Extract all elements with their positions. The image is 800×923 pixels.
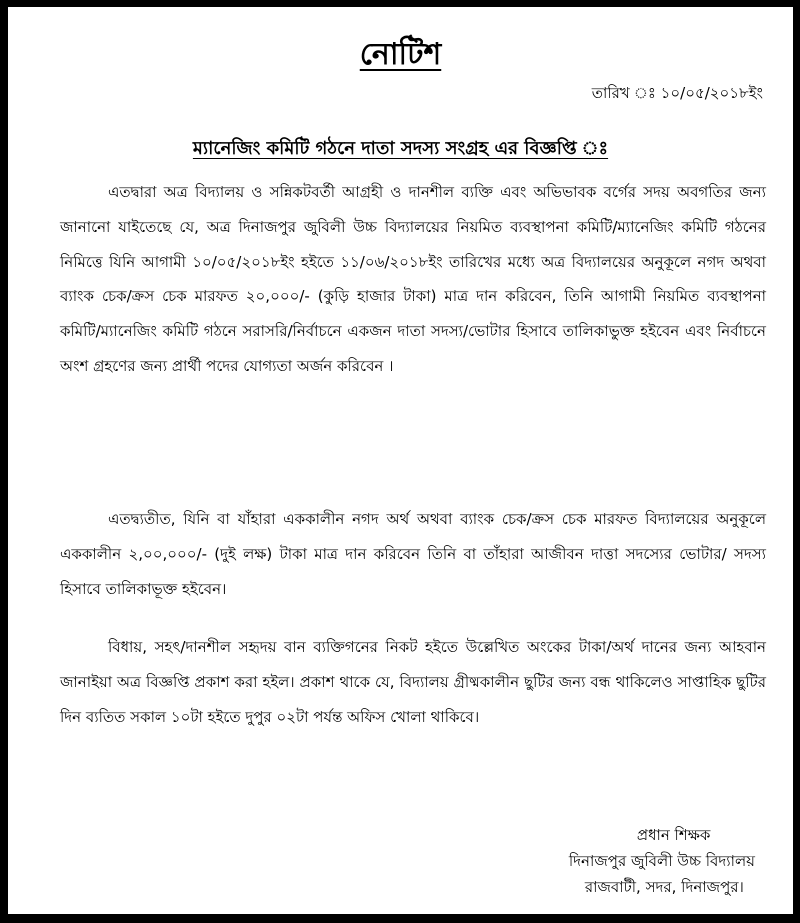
notice-date: তারিখ ঃ ১০/০৫/২০১৮ইং xyxy=(591,84,763,102)
notice-paragraph-2: এতদ্ব্যতীত, যিনি বা যাঁহারা এককালীন নগদ অর্থ অথবা ব্যাংক চেক/ক্রস চেক মারফত বিদ্যালয়ের অনুকূলে এককালীন ২,০০,০০০/- (দুই লক্ষ) টাকা মাত্র দান করিবেন তিনি বা তাঁহারা আজীবন দাত্তা সদস্যের ভোটার/ সদস্য হিসাবে তালিকাভূক্ত হইবেন। xyxy=(60,510,766,598)
notice-paragraph-3: বিধায়, সহৎ/দানশীল সহৃদয় বান ব্যক্তিগনের নিকট হইতে উল্লেখিত অংকের টাকা/অর্থ দানের জন্য আহবান জানাইয়া অত্র বিজ্ঞপ্তি প্রকাশ করা হইল। প্রকাশ থাকে যে, বিদ্যালয় গ্রীষ্মকালীন ছুটির জন্য বন্ধ থাকিলেও সাপ্তাহিক ছুটির দিন ব্যতিত সকাল ১০টা হইতে দুপুর ০২টা পর্যন্ত অফিস খোলা থাকিবে। xyxy=(60,638,766,726)
signature-institution: দিনাজপুর জুবিলী উচ্চ বিদ্যালয় xyxy=(568,852,755,870)
notice-title-container xyxy=(8,37,793,73)
signature-address: রাজবাটী, সদর, দিনাজপুর। xyxy=(584,878,744,896)
notice-subject-container xyxy=(8,136,793,162)
signature-block xyxy=(569,822,755,900)
notice-paragraph-1: এতদ্বারা অত্র বিদ্যালয় ও সন্নিকটবর্তী আগ্রহী ও দানশীল ব্যক্তি এবং অভিভাবক বর্গের সদয় অবগতির জন্য জানানো যাইতেছে যে, অত্র দিনাজপুর জুবিলী উচ্চ বিদ্যালয়ের নিয়মিত ব্যবস্থাপনা কমিটি/ম্যানেজিং কমিটি গঠনের নিমিত্তে যিনি আগামী ১০/০৫/২০১৮ইং হইতে ১১/০৬/২০১৮ইং তারিখের মধ্যে অত্র বিদ্যালয়ের অনুকূলে নগদ অথবা ব্যাংক চেক/ক্রস চেক মারফত ২০,০০০/- (কুড়ি হাজার টাকা) মাত্র দান করিবেন, তিনি আগামী নিয়মিত ব্যবস্থাপনা কমিটি/ম্যানেজিং কমিটি গঠনে সরাসরি/নির্বাচনে একজন দাতা সদস্য/ভোটার হিসাবে তালিকাভুক্ত হইবেন এবং নির্বাচনে অংশ গ্রহণের জন্য প্রার্থী পদের যোগ্যতা অর্জন করিবেন । xyxy=(60,183,766,375)
notice-subject: ম্যানেজিং কমিটি গঠনে দাতা সদস্য সংগ্রহ এর বিজ্ঞপ্তি ঃ xyxy=(192,138,609,159)
signature-designation: প্রধান শিক্ষক xyxy=(636,826,711,844)
notice-document xyxy=(8,7,793,914)
notice-title: নোটিশ xyxy=(359,37,442,72)
